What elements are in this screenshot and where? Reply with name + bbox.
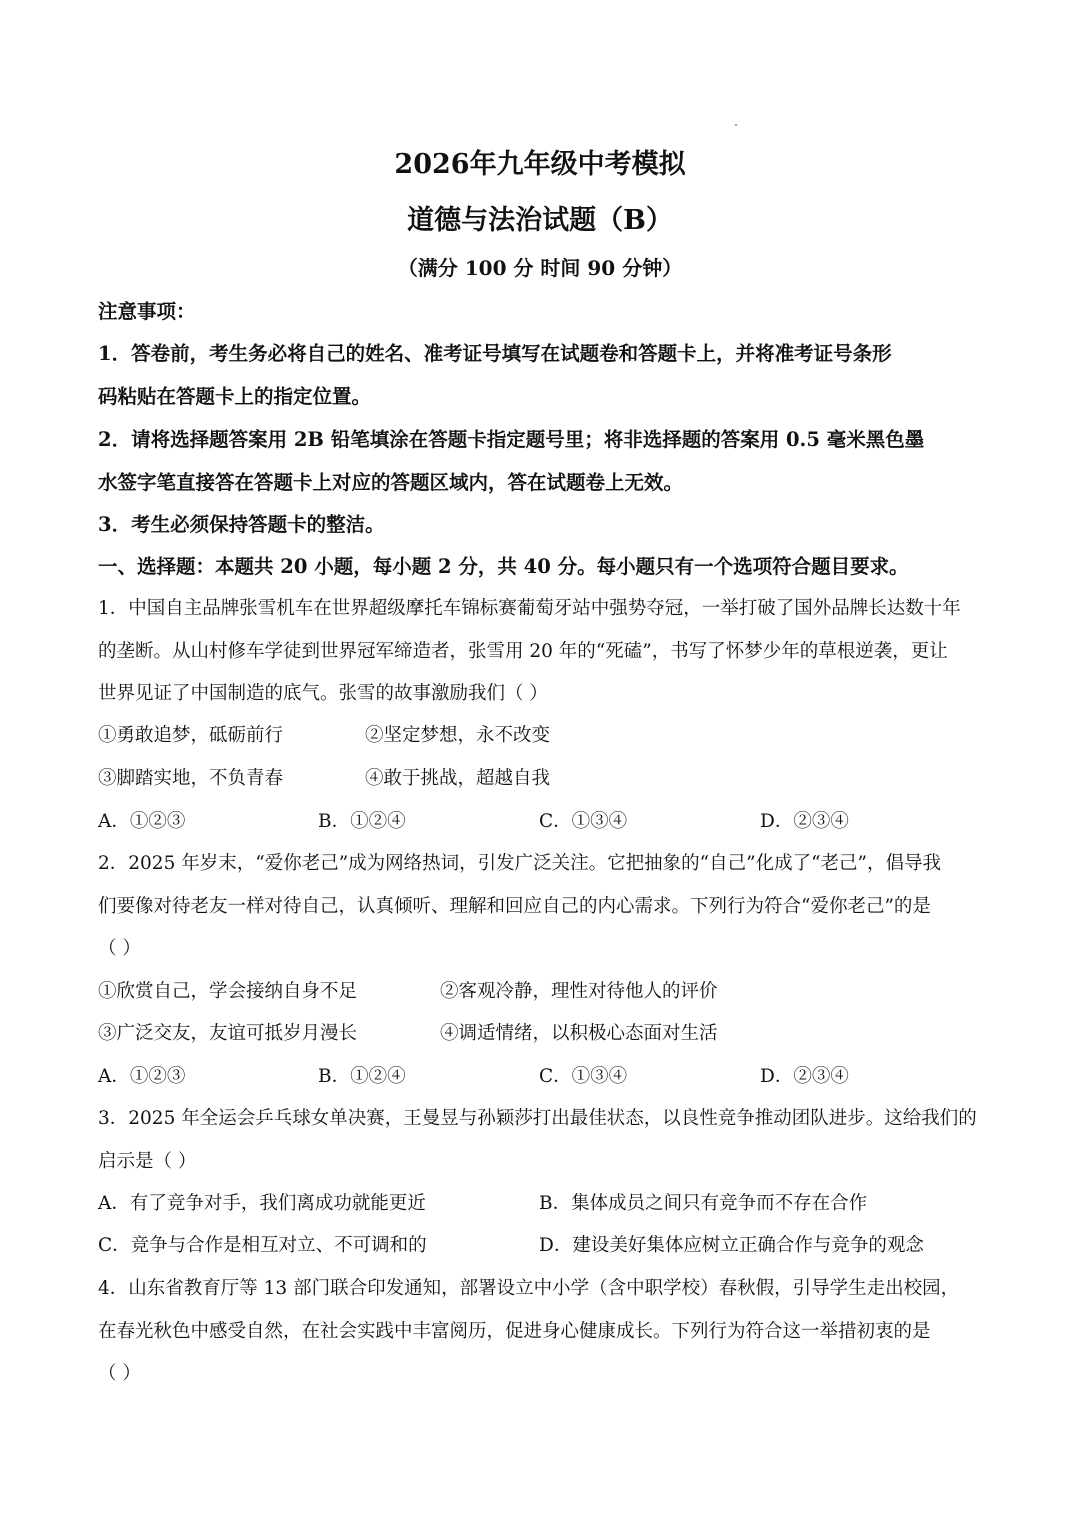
question-2-option-a: A．①②③ (98, 1066, 186, 1087)
question-3-option-c: C．竞争与合作是相互对立、不可调和的 (98, 1235, 427, 1256)
question-1-line-2: 的垄断。从山村修车学徒到世界冠军缔造者，张雪用 20 年的“死磕”，书写了怀梦少年的草根逆袭，更让 (98, 641, 948, 662)
question-3-line-1: 3．2025 年全运会乒乓球女单决赛，王曼昱与孙颖莎打出最佳状态，以良性竞争推动团队进步。这给我们的 (98, 1108, 977, 1129)
question-1-line-1: 1．中国自主品牌张雪机车在世界超级摩托车锦标赛葡萄牙站中强势夺冠，一举打破了国外品牌长达数十年 (98, 598, 961, 619)
note-item-2-line-1: 2．请将选择题答案用 2B 铅笔填涂在答题卡指定题号里；将非选择题的答案用 0.5 毫米黑色墨 (98, 428, 925, 451)
question-2-option-b: B．①②④ (318, 1066, 406, 1087)
question-1-option-d: D．②③④ (760, 811, 849, 832)
exam-title: 2026年九年级中考模拟 (394, 149, 686, 180)
question-2-line-1: 2．2025 年岁末，“爱你老己”成为网络热词，引发广泛关注。它把抽象的“自己”化成了“老己”，倡导我 (98, 853, 941, 874)
question-2-line-3: （ ） (98, 938, 141, 959)
question-4-line-1: 4．山东省教育厅等 13 部门联合印发通知，部署设立中小学（含中职学校）春秋假，引导学生走出校园， (98, 1278, 960, 1299)
question-3-option-d: D．建设美好集体应树立正确合作与竞争的观念 (539, 1235, 924, 1256)
question-2-line-2: 们要像对待老友一样对待自己，认真倾听、理解和回应自己的内心需求。下列行为符合“爱你老己”的是 (98, 896, 931, 917)
exam-subject-title: 道德与法治试题（B） (407, 205, 673, 236)
note-item-3: 3．考生必须保持答题卡的整洁。 (98, 513, 385, 536)
question-1-statement-4: ④敢于挑战，超越自我 (365, 768, 551, 789)
note-item-2-line-2: 水签字笔直接答在答题卡上对应的答题区域内，答在试题卷上无效。 (98, 471, 684, 494)
question-2-statement-3: ③广泛交友，友谊可抵岁月漫长 (98, 1023, 358, 1044)
question-3-line-2: 启示是（ ） (98, 1151, 197, 1172)
question-1-statement-3: ③脚踏实地，不负青春 (98, 768, 284, 789)
note-item-1-line-1: 1．答卷前，考生务必将自己的姓名、准考证号填写在试题卷和答题卡上，并将准考证号条形 (98, 342, 892, 365)
question-3-option-b: B．集体成员之间只有竞争而不存在合作 (539, 1193, 868, 1214)
question-2-option-c: C．①③④ (539, 1066, 628, 1087)
question-1-option-c: C．①③④ (539, 811, 628, 832)
section-heading: 一、选择题：本题共 20 小题，每小题 2 分，共 40 分。每小题只有一个选项符合题目要求。 (98, 555, 909, 578)
question-2-statement-4: ④调适情绪，以积极心态面对生活 (440, 1023, 718, 1044)
notes-heading: 注意事项： (98, 300, 196, 323)
question-3-option-a: A．有了竞争对手，我们离成功就能更近 (98, 1193, 426, 1214)
question-2-statement-1: ①欣赏自己，学会接纳自身不足 (98, 981, 358, 1002)
question-1-line-3: 世界见证了中国制造的底气。张雪的故事激励我们（ ） (98, 683, 548, 704)
note-item-1-line-2: 码粘贴在答题卡上的指定位置。 (98, 385, 372, 408)
question-1-statement-1: ①勇敢追梦，砥砺前行 (98, 725, 284, 746)
scan-speck (735, 124, 737, 126)
question-1-statement-2: ②坚定梦想，永不改变 (365, 725, 551, 746)
question-2-statement-2: ②客观冷静，理性对待他人的评价 (440, 981, 718, 1002)
question-2-option-d: D．②③④ (760, 1066, 849, 1087)
question-4-line-2: 在春光秋色中感受自然，在社会实践中丰富阅历，促进身心健康成长。下列行为符合这一举措初衷的是 (98, 1321, 931, 1342)
question-1-option-a: A．①②③ (98, 811, 186, 832)
exam-score-time: （满分 100 分 时间 90 分钟） (397, 256, 683, 280)
question-1-option-b: B．①②④ (318, 811, 406, 832)
question-4-line-3: （ ） (98, 1363, 141, 1384)
